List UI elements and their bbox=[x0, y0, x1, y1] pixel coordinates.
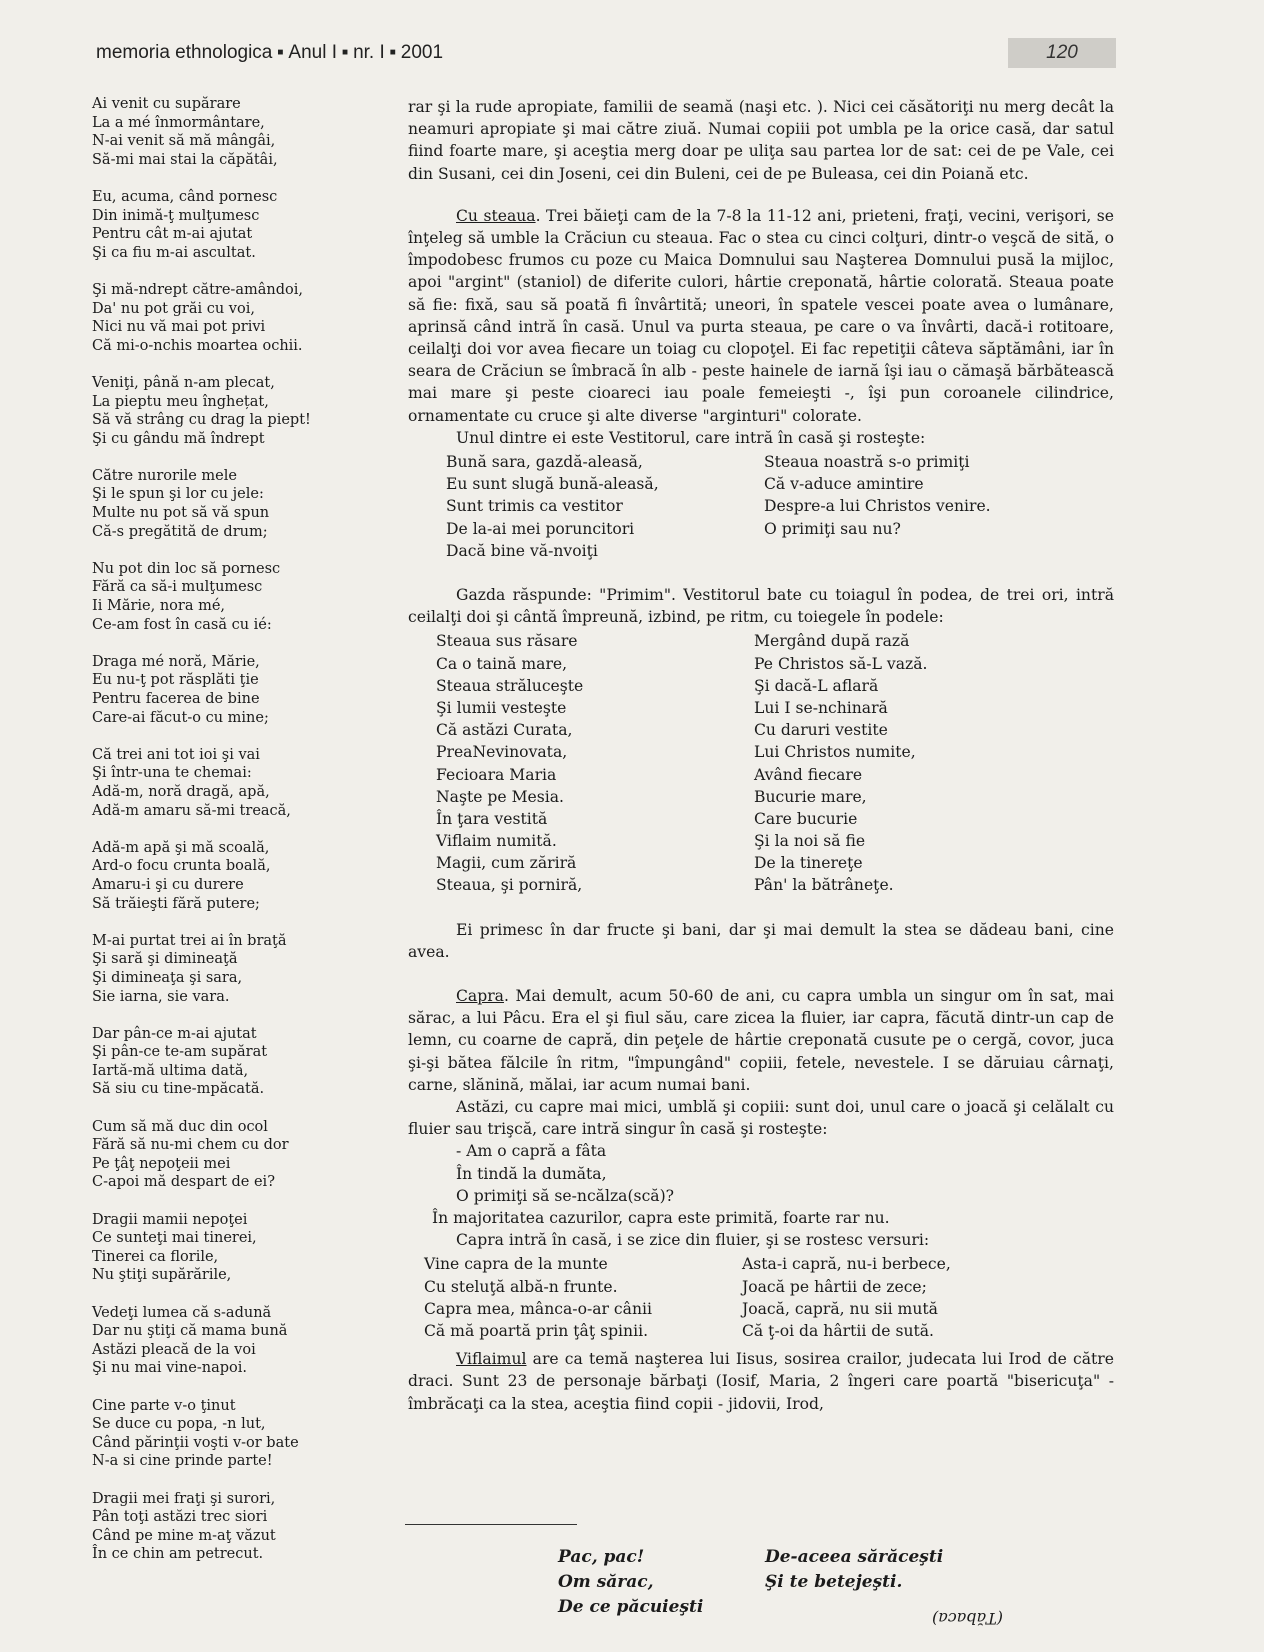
verse-steaua bbox=[436, 630, 1114, 896]
poem-line: Adă-m apă şi mă scoală, bbox=[92, 839, 270, 856]
poem-line: Şi mă-ndrept către-amândoi, bbox=[92, 281, 303, 298]
poem-stanza bbox=[92, 281, 332, 355]
verse-line: Steaua noastră s-o primiţi bbox=[764, 453, 970, 472]
poem-line: Dar pân-ce m-ai ajutat bbox=[92, 1025, 257, 1042]
verse-capra-right bbox=[742, 1253, 951, 1342]
verse-line: De la tinereţe bbox=[754, 854, 863, 873]
verse-line: Steaua sus răsare bbox=[436, 632, 578, 651]
running-header bbox=[96, 38, 1116, 68]
verse-line: Şi lumii vesteşte bbox=[436, 698, 567, 717]
poem-line: Astăzi pleacă de la voi bbox=[92, 1341, 256, 1358]
footnote-divider bbox=[405, 1524, 577, 1525]
verse-line: Vine capra de la munte bbox=[424, 1255, 608, 1274]
poem-stanza bbox=[92, 653, 332, 727]
poem-line: În ce chin am petrecut. bbox=[92, 1546, 264, 1563]
poem-stanza bbox=[92, 188, 332, 262]
poem-line: Către nurorile mele bbox=[92, 467, 237, 484]
poem-line: Când pe mine m-aţ văzut bbox=[92, 1527, 276, 1544]
poem-line: Tinerei ca florile, bbox=[92, 1248, 219, 1265]
poem-line: M-ai purtat trei ai în braţă bbox=[92, 932, 287, 949]
capra-text: . Mai demult, acum 50-60 de ani, cu capra umbla un singur om în sat, mai sărac, a lui Pâcu. Era el şi fiul său, care zicea la fluier, iar capra, făcută dintr-un cap de lemn, cu coarne de capră, din peţele de hârtie creponată cusute pe o cergă, covor, juca şi-şi bătea fălcile în ritm, "împungând" copiii, fetele, nevestele. I se dăruiau cârnaţi, carne, slănină, mălai, iar acum numai bani. bbox=[408, 987, 1114, 1094]
verse-line: De la-ai mei poruncitori bbox=[446, 519, 635, 538]
footer-verse-line: Pac, pac! bbox=[558, 1547, 645, 1567]
poem-line: Că mi-o-nchis moartea ochii. bbox=[92, 337, 303, 354]
verse-line: Asta-i capră, nu-i berbece, bbox=[742, 1255, 951, 1274]
page-number: 120 bbox=[1008, 38, 1116, 68]
poem-line: Care-ai făcut-o cu mine; bbox=[92, 709, 269, 726]
verse-line: Joacă, capră, nu sii mută bbox=[742, 1299, 938, 1318]
dialogue-line: În tindă la dumăta, bbox=[456, 1164, 607, 1183]
verse-line: Cu steluţă albă-n frunte. bbox=[424, 1277, 618, 1296]
poem-stanza bbox=[92, 1397, 332, 1471]
poem-line: Nici nu vă mai pot privi bbox=[92, 319, 266, 336]
footer-verse-line: De ce păcuieşti bbox=[558, 1597, 704, 1617]
footer-verse-line: Om sărac, bbox=[558, 1572, 654, 1592]
poem-line: Iartă-mă ultima dată, bbox=[92, 1062, 249, 1079]
verse-line: În ţara vestită bbox=[436, 809, 548, 828]
poem-line: Da' nu pot grăi cu voi, bbox=[92, 300, 255, 317]
dialogue-line: - Am o capră a fâta bbox=[456, 1142, 607, 1161]
paragraph-vestitor: Unul dintre ei este Vestitorul, care intră în casă şi rosteşte: bbox=[456, 428, 926, 447]
poem-line: Şi pân-ce te-am supărat bbox=[92, 1044, 268, 1061]
verse-line: Fecioara Maria bbox=[436, 765, 557, 784]
poem-line: Pân toţi astăzi trec siori bbox=[92, 1509, 268, 1526]
verse-line: Că mă poartă prin ţâţ spinii. bbox=[424, 1322, 649, 1340]
verse-line: Şi dacă-L aflară bbox=[754, 676, 879, 695]
poem-line: Amaru-i şi cu durere bbox=[92, 876, 244, 893]
verse-line: Capra mea, mânca-o-ar cânii bbox=[424, 1299, 652, 1318]
footer-verse-line: De-aceea sărăceşti bbox=[765, 1547, 944, 1567]
poem-line: Şi sară şi dimineaţă bbox=[92, 951, 238, 968]
poem-line: N-ai venit să mă mângâi, bbox=[92, 133, 276, 150]
poem-line: La a mé înmormântare, bbox=[92, 114, 265, 131]
poem-stanza bbox=[92, 1025, 332, 1099]
poem-line: Şi dimineaţa şi sara, bbox=[92, 969, 243, 986]
poem-line: Ii Mărie, nora mé, bbox=[92, 598, 226, 615]
poem-line: Cum să mă duc din ocol bbox=[92, 1118, 268, 1135]
verse-line: Că ţ-oi da hârtii de sută. bbox=[742, 1322, 935, 1340]
verse-line: Steaua străluceşte bbox=[436, 676, 584, 695]
footer-signature: (Tăbaca) bbox=[932, 1609, 1003, 1628]
capra-dialogue bbox=[456, 1140, 1114, 1207]
journal-volume: Anul I bbox=[288, 42, 338, 63]
poem-stanza bbox=[92, 1490, 332, 1564]
poem-line: Şi nu mai vine-napoi. bbox=[92, 1360, 247, 1377]
poem-stanza bbox=[92, 1118, 332, 1192]
verse-vestitor bbox=[446, 451, 1114, 562]
verse-line: Pe Christos să-L vază. bbox=[754, 654, 928, 673]
poem-stanza bbox=[92, 374, 332, 448]
verse-line: Care bucurie bbox=[754, 809, 858, 828]
poem-line: Să siu cu tine-mpăcată. bbox=[92, 1081, 265, 1098]
verse-line: Steaua, şi porniră, bbox=[436, 876, 583, 895]
footer-verse-line: Şi te betejeşti. bbox=[765, 1572, 903, 1592]
poem-stanza bbox=[92, 467, 332, 541]
poem-line: Şi într-una te chemai: bbox=[92, 765, 252, 782]
poem-line: Eu nu-ţ pot răsplăti ţie bbox=[92, 672, 259, 689]
section-title-steaua: Cu steaua bbox=[456, 206, 536, 225]
poem-line: Că-s pregătită de drum; bbox=[92, 523, 268, 540]
poem-line: Să trăieşti fără putere; bbox=[92, 895, 260, 912]
poem-line: Pentru cât m-ai ajutat bbox=[92, 226, 253, 243]
verse-line: Că astăzi Curata, bbox=[436, 721, 573, 740]
poem-line: Şi ca fiu m-ai ascultat. bbox=[92, 244, 256, 261]
verse-capra-left bbox=[424, 1253, 742, 1342]
poem-stanza bbox=[92, 95, 332, 169]
poem-line: Eu, acuma, când pornesc bbox=[92, 188, 278, 205]
poem-line: Ai venit cu supărare bbox=[92, 96, 241, 112]
verse-line: O primiţi sau nu? bbox=[764, 519, 901, 538]
steaua-text: . Trei băieţi cam de la 7-8 la 11-12 ani, prieteni, fraţi, vecini, verişori, se înţeleg să umble la Crăciun cu steaua. Fac o stea cu cinci colţuri, dintr-o veşcă de sită, o împodobesc frumos cu poze cu Maica Domnului sau Naşterea Domnului pusă la mijloc, apoi "argint" (staniol) de diferite culori, hârtie creponată, hârtie colorată. Steaua poate să fie: fixă, sau să poată fi învârtită; uneori, în spatele vescei poate avea o lumânare, aprinsă când intră în casă. Unul va purta steaua, pe care o va învârti, dacă-i rotitoare, ceilalţi doi vor avea fiecare un toiag cu clopoţel. Ei fac repetiţii câteva săptămâni, iar în seara de Crăciun se îmbracă în alb - peste hainele de iarnă îşi iau o cămaşă bărbătească mai mare şi peste cioareci iau poale femeieşti -, îşi pun coroanele cilindrice, ornamentate cu cruce şi alte diverse "arginturi" colorate. bbox=[408, 206, 1114, 425]
poem-line: Pentru facerea de bine bbox=[92, 691, 260, 707]
verse-line: Bucurie mare, bbox=[754, 787, 867, 806]
poem-stanza bbox=[92, 1304, 332, 1378]
poem-line: Ce sunteţi mai tinerei, bbox=[92, 1230, 257, 1247]
poem-line: Ce-am fost în casă cu ié: bbox=[92, 616, 272, 633]
verse-steaua-right bbox=[754, 630, 927, 896]
verse-line: Despre-a lui Christos venire. bbox=[764, 497, 991, 516]
poem-line: Ard-o focu crunta boală, bbox=[92, 858, 271, 875]
verse-line: Ca o taină mare, bbox=[436, 654, 568, 673]
poem-line: Sie iarna, sie vara. bbox=[92, 988, 230, 1005]
poem-line: Dar nu ştiţi că mama bună bbox=[92, 1323, 288, 1340]
poem-line: Dragii mamii nepoţei bbox=[92, 1211, 248, 1228]
poem-line: Adă-m, noră dragă, apă, bbox=[92, 783, 270, 800]
verse-line: Lui Christos numite, bbox=[754, 743, 916, 762]
poem-line: C-apoi mă despart de ei? bbox=[92, 1174, 275, 1191]
poem-line: Dragii mei fraţi şi surori, bbox=[92, 1490, 276, 1507]
verse-line: Mergând după rază bbox=[754, 632, 910, 651]
verse-capra bbox=[424, 1253, 1114, 1342]
poem-line: Pe ţâţ nepoţeii mei bbox=[92, 1155, 231, 1172]
poem-line: Nu pot din loc să pornesc bbox=[92, 560, 281, 577]
poem-line: Vedeţi lumea că s-adună bbox=[92, 1304, 272, 1321]
poem-line: Să-mi mai stai la căpătâi, bbox=[92, 151, 278, 168]
left-column-poem bbox=[92, 95, 332, 1583]
poem-line: Fără ca să-i mulţumesc bbox=[92, 579, 263, 596]
poem-line: Fără să nu-mi chem cu dor bbox=[92, 1137, 289, 1154]
poem-line: La pieptu meu înghețat, bbox=[92, 393, 269, 410]
paragraph-capra-intra: Capra intră în casă, i se zice din fluier, şi se rostesc versuri: bbox=[456, 1231, 930, 1250]
verse-line: Sunt trimis ca vestitor bbox=[446, 497, 623, 516]
dialogue-line: O primiţi să se-ncălza(scă)? bbox=[456, 1186, 675, 1205]
poem-stanza bbox=[92, 839, 332, 913]
poem-line: Când părinţii voşti v-or bate bbox=[92, 1434, 299, 1451]
verse-line: Că v-aduce amintire bbox=[764, 475, 924, 494]
paragraph-gazda: Gazda răspunde: "Primim". Vestitorul bate cu toiagul în podea, de trei ori, intră ceilalţi doi şi cântă împreună, izbind, pe ritm, cu toiegele în podele: bbox=[408, 585, 1114, 627]
poem-line: N-a si cine prinde parte! bbox=[92, 1453, 273, 1470]
verse-line: Pân' la bătrâneţe. bbox=[754, 876, 894, 895]
section-title-viflaim: Viflaimul bbox=[456, 1350, 527, 1369]
paragraph-steaua bbox=[408, 205, 1114, 427]
journal-year: 2001 bbox=[400, 42, 444, 63]
poem-line: Draga mé noră, Mărie, bbox=[92, 653, 260, 670]
journal-issue: nr. I bbox=[353, 42, 385, 63]
poem-stanza bbox=[92, 560, 332, 634]
verse-line: Bună sara, gazdă-aleasă, bbox=[446, 453, 643, 472]
verse-line: Cu daruri vestite bbox=[754, 721, 888, 740]
poem-line: Să vă strâng cu drag la piept! bbox=[92, 412, 311, 429]
verse-line: Joacă pe hârtii de zece; bbox=[742, 1277, 927, 1296]
verse-line: PreaNevinovata, bbox=[436, 743, 568, 762]
poem-stanza bbox=[92, 932, 332, 1006]
verse-line: Naşte pe Mesia. bbox=[436, 787, 565, 806]
paragraph-intro: rar şi la rude apropiate, familii de seamă (naşi etc. ). Nici cei căsătoriţi nu merg decât la neamuri apropiate şi mai către ziuă. Numai copiii pot umbla pe la orice casă, dar satul fiind foarte mare, şi aceştia merg doar pe uliţa sau partea lor de sat: cei de pe Vale, cei din Susani, cei din Joseni, cei din Buleni, cei de pe Buleasa, cei din Poiană etc. bbox=[408, 98, 1114, 183]
poem-line: Că trei ani tot ioi şi vai bbox=[92, 746, 260, 763]
poem-line: Multe nu pot să vă spun bbox=[92, 505, 270, 522]
journal-title: memoria ethnologica bbox=[96, 42, 273, 63]
paragraph-viflaim bbox=[408, 1348, 1114, 1415]
poem-line: Cine parte v-o ţinut bbox=[92, 1397, 236, 1414]
verse-line: Dacă bine vă-nvoiţi bbox=[446, 541, 598, 560]
paragraph-astazi: Astăzi, cu capre mai mici, umblă şi copiii: sunt doi, unul care o joacă şi celălalt cu fluier sau trişcă, care intră singur în casă şi rosteşte: bbox=[408, 1098, 1114, 1139]
verse-line: Având fiecare bbox=[754, 765, 863, 784]
footer-verse-right bbox=[765, 1545, 943, 1595]
right-column-text bbox=[408, 96, 1114, 1415]
poem-line: Adă-m amaru să-mi treacă, bbox=[92, 802, 291, 819]
verse-line: Eu sunt slugă bună-aleasă, bbox=[446, 475, 659, 494]
verse-line: Magii, cum zăriră bbox=[436, 854, 577, 873]
poem-stanza bbox=[92, 1211, 332, 1285]
poem-line: Veniţi, până n-am plecat, bbox=[92, 374, 275, 391]
verse-steaua-left bbox=[436, 630, 754, 896]
verse-line: Viflaim numită. bbox=[436, 832, 557, 851]
poem-stanza bbox=[92, 746, 332, 820]
verse-line: Lui I se-nchinară bbox=[754, 698, 888, 717]
viflaim-text: are ca temă naşterea lui Iisus, sosirea crailor, judecata lui Irod de către draci. Sunt 23 de personaje bărbaţi (Iosif, Maria, 2 îngeri care poartă "bisericuţa" - îmbrăcaţi ca la stea, aceştia fiind copii - jidovii, Irod, bbox=[408, 1350, 1114, 1413]
poem-line: Şi le spun şi lor cu jele: bbox=[92, 486, 264, 503]
journal-line: memoria ethnologica ■ Anul I ■ nr. I ■ 2001 bbox=[96, 42, 444, 63]
paragraph-primesc: Ei primesc în dar fructe şi bani, dar şi mai demult la stea se dădeau bani, cine avea. bbox=[408, 920, 1114, 961]
verse-line: Şi la noi să fie bbox=[754, 832, 866, 851]
poem-line: Şi cu gându mă îndrept bbox=[92, 430, 265, 447]
section-title-capra: Capra bbox=[456, 987, 504, 1006]
paragraph-capra bbox=[408, 985, 1114, 1096]
poem-line: Din inimă-ţ mulţumesc bbox=[92, 207, 260, 224]
footer-verse-left bbox=[558, 1545, 703, 1620]
verse-vestitor-left bbox=[446, 451, 764, 562]
poem-line: Se duce cu popa, -n lut, bbox=[92, 1416, 266, 1433]
paragraph-majoritatea: În majoritatea cazurilor, capra este primită, foarte rar nu. bbox=[432, 1209, 890, 1228]
poem-line: Nu ştiţi supărările, bbox=[92, 1267, 232, 1284]
verse-vestitor-right bbox=[764, 451, 991, 562]
